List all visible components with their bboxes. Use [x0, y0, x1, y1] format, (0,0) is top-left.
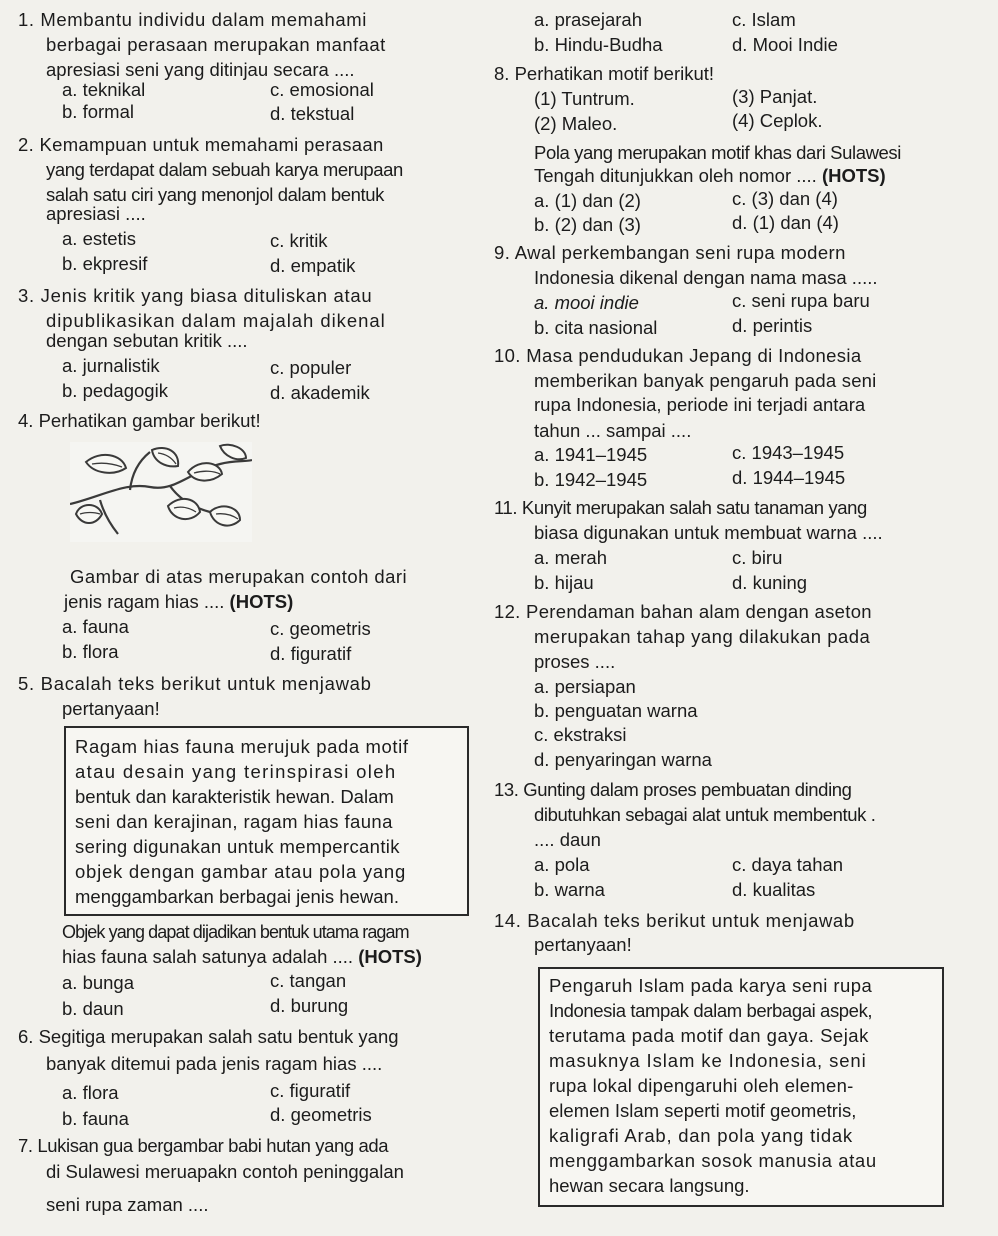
q5-question-line2: hias fauna salah satunya adalah .... (HOTS): [62, 946, 422, 967]
q10-stem-line2: memberikan banyak pengaruh pada seni: [534, 370, 877, 391]
q4-option-b[interactable]: b. flora: [62, 641, 119, 662]
q11-stem-line1: 11. Kunyit merupakan salah satu tanaman yang: [494, 497, 867, 518]
q10-option-d[interactable]: d. 1944–1945: [732, 467, 846, 488]
q8-question-line2: Tengah ditunjukkan oleh nomor .... (HOTS): [534, 165, 886, 186]
q7-stem-line3: seni rupa zaman ....: [46, 1194, 209, 1215]
q1-option-c[interactable]: c. emosional: [270, 79, 374, 100]
q4-option-c[interactable]: c. geometris: [270, 618, 371, 639]
q10-option-c[interactable]: c. 1943–1945: [732, 442, 845, 463]
q8-option-d[interactable]: d. (1) dan (4): [732, 212, 839, 233]
q12-option-b[interactable]: b. penguatan warna: [534, 700, 698, 721]
q10-option-b[interactable]: b. 1942–1945: [534, 469, 648, 490]
q14-box-line1: Pengaruh Islam pada karya seni rupa: [549, 975, 873, 996]
q6-stem-line1: 6. Segitiga merupakan salah satu bentuk yang: [18, 1026, 399, 1047]
q6-option-b[interactable]: b. fauna: [62, 1108, 129, 1129]
q2-stem-line1: 2. Kemampuan untuk memahami perasaan: [18, 134, 384, 155]
q5-stem-line2: pertanyaan!: [62, 698, 160, 719]
q14-box-line9: hewan secara langsung.: [549, 1175, 750, 1196]
q14-box-line4: masuknya Islam ke Indonesia, seni: [549, 1050, 867, 1071]
q5-option-d[interactable]: d. burung: [270, 995, 349, 1016]
q14-box-line2: Indonesia tampak dalam berbagai aspek,: [549, 1000, 873, 1021]
q3-option-b[interactable]: b. pedagogik: [62, 380, 168, 401]
q14-box-line7: kaligrafi Arab, dan pola yang tidak: [549, 1125, 853, 1146]
q14-box-line5: rupa lokal dipengaruhi oleh elemen-: [549, 1075, 854, 1096]
q12-stem-line3: proses ....: [534, 651, 616, 672]
q5-box-line7: menggambarkan berbagai jenis hewan.: [75, 886, 399, 907]
q12-stem-line2: merupakan tahap yang dilakukan pada: [534, 626, 871, 647]
q3-stem-line2: dipublikasikan dalam majalah dikenal: [46, 310, 386, 331]
q10-option-a[interactable]: a. 1941–1945: [534, 444, 648, 465]
q5-option-c[interactable]: c. tangan: [270, 970, 347, 991]
q11-stem-line2: biasa digunakan untuk membuat warna ....: [534, 522, 883, 543]
q8-option-a[interactable]: a. (1) dan (2): [534, 190, 641, 211]
q9-option-b[interactable]: b. cita nasional: [534, 317, 658, 338]
q11-option-b[interactable]: b. hijau: [534, 572, 594, 593]
q4-option-d[interactable]: d. figuratif: [270, 643, 352, 664]
q9-option-d[interactable]: d. perintis: [732, 315, 813, 336]
q4-stem-line2: Gambar di atas merupakan contoh dari: [70, 566, 408, 587]
q9-stem-line1: 9. Awal perkembangan seni rupa modern: [494, 242, 846, 263]
q7-option-b[interactable]: b. Hindu-Budha: [534, 34, 663, 55]
q1-stem-line2: berbagai perasaan merupakan manfaat: [46, 34, 386, 55]
q12-option-c[interactable]: c. ekstraksi: [534, 724, 627, 745]
q14-stem-line1: 14. Bacalah teks berikut untuk menjawab: [494, 910, 855, 931]
q3-option-c[interactable]: c. populer: [270, 357, 352, 378]
q10-stem-line4: tahun ... sampai ....: [534, 420, 692, 441]
q4-stem-line1: 4. Perhatikan gambar berikut!: [18, 410, 261, 431]
q3-option-d[interactable]: d. akademik: [270, 382, 370, 403]
q6-stem-line2: banyak ditemui pada jenis ragam hias ....: [46, 1053, 383, 1074]
q2-stem-line3: salah satu ciri yang menonjol dalam bentuk: [46, 184, 384, 205]
q13-option-a[interactable]: a. pola: [534, 854, 590, 875]
q5-reading-box: [64, 726, 469, 916]
q1-option-b[interactable]: b. formal: [62, 101, 134, 122]
q7-option-a[interactable]: a. prasejarah: [534, 9, 642, 30]
q5-box-line6: objek dengan gambar atau pola yang: [75, 861, 406, 882]
q12-option-d[interactable]: d. penyaringan warna: [534, 749, 712, 770]
q8-question-line1: Pola yang merupakan motif khas dari Sulawesi: [534, 142, 901, 163]
q7-option-c[interactable]: c. Islam: [732, 9, 796, 30]
q5-stem-line1: 5. Bacalah teks berikut untuk menjawab: [18, 673, 372, 694]
q13-stem-line1: 13. Gunting dalam proses pembuatan dinding: [494, 779, 852, 800]
q6-option-d[interactable]: d. geometris: [270, 1104, 372, 1125]
q13-stem-line3: .... daun: [534, 829, 601, 850]
q12-stem-line1: 12. Perendaman bahan alam dengan aseton: [494, 601, 872, 622]
q5-box-line1: Ragam hias fauna merujuk pada motif: [75, 736, 409, 757]
q8-stem-line1: 8. Perhatikan motif berikut!: [494, 63, 715, 84]
q8-motif-2: (2) Maleo.: [534, 113, 618, 134]
q13-option-b[interactable]: b. warna: [534, 879, 605, 900]
floral-ornament-image: [70, 442, 252, 542]
q8-option-b[interactable]: b. (2) dan (3): [534, 214, 641, 235]
q8-motif-4: (4) Ceplok.: [732, 110, 823, 131]
q11-option-a[interactable]: a. merah: [534, 547, 608, 568]
q6-option-c[interactable]: c. figuratif: [270, 1080, 351, 1101]
q1-stem-line1: 1. Membantu individu dalam memahami: [18, 9, 368, 30]
q10-stem-line1: 10. Masa pendudukan Jepang di Indonesia: [494, 345, 862, 366]
q5-option-b[interactable]: b. daun: [62, 998, 124, 1019]
q14-box-line8: menggambarkan sosok manusia atau: [549, 1150, 877, 1171]
q1-stem-line3: apresiasi seni yang ditinjau secara ....: [46, 59, 355, 80]
q3-stem-line3: dengan sebutan kritik ....: [46, 330, 248, 351]
q14-box-line6: elemen Islam seperti motif geometris,: [549, 1100, 857, 1121]
q12-option-a[interactable]: a. persiapan: [534, 676, 636, 697]
q5-option-a[interactable]: a. bunga: [62, 972, 135, 993]
q3-option-a[interactable]: a. jurnalistik: [62, 355, 160, 376]
floral-vine-icon: [70, 442, 252, 542]
q4-option-a[interactable]: a. fauna: [62, 616, 129, 637]
q6-option-a[interactable]: a. flora: [62, 1082, 119, 1103]
q13-option-c[interactable]: c. daya tahan: [732, 854, 844, 875]
q10-stem-line3: rupa Indonesia, periode ini terjadi antara: [534, 394, 866, 415]
q2-option-a[interactable]: a. estetis: [62, 228, 137, 249]
q11-option-d[interactable]: d. kuning: [732, 572, 808, 593]
q5-box-line2: atau desain yang terinspirasi oleh: [75, 761, 397, 782]
q8-motif-1: (1) Tuntrum.: [534, 88, 635, 109]
q13-stem-line2: dibutuhkan sebagai alat untuk membentuk .: [534, 804, 876, 825]
q3-stem-line1: 3. Jenis kritik yang biasa dituliskan atau: [18, 285, 373, 306]
q7-stem-line1: 7. Lukisan gua bergambar babi hutan yang ada: [18, 1135, 389, 1156]
q9-stem-line2: Indonesia dikenal dengan nama masa .....: [534, 267, 878, 288]
q1-option-d[interactable]: d. tekstual: [270, 103, 355, 124]
q2-option-d[interactable]: d. empatik: [270, 255, 356, 276]
q5-box-line4: seni dan kerajinan, ragam hias fauna: [75, 811, 393, 832]
q8-option-c[interactable]: c. (3) dan (4): [732, 188, 838, 209]
q2-option-c[interactable]: c. kritik: [270, 230, 328, 251]
q14-box-line3: terutama pada motif dan gaya. Sejak: [549, 1025, 869, 1046]
q2-stem-line2: yang terdapat dalam sebuah karya merupaan: [46, 159, 403, 180]
q8-motif-3: (3) Panjat.: [732, 86, 818, 107]
q2-stem-line4: apresiasi ....: [46, 203, 146, 224]
q5-question-line1: Objek yang dapat dijadikan bentuk utama ragam: [62, 922, 409, 942]
q7-option-d[interactable]: d. Mooi Indie: [732, 34, 838, 55]
q11-option-c[interactable]: c. biru: [732, 547, 783, 568]
q5-box-line5: sering digunakan untuk mempercantik: [75, 836, 400, 857]
q1-option-a[interactable]: a. teknikal: [62, 79, 146, 100]
q9-option-a[interactable]: a. mooi indie: [534, 292, 639, 313]
q14-stem-line2: pertanyaan!: [534, 934, 632, 955]
q5-box-line3: bentuk dan karakteristik hewan. Dalam: [75, 786, 394, 807]
q9-option-c[interactable]: c. seni rupa baru: [732, 290, 870, 311]
q14-reading-box: [538, 967, 944, 1207]
q4-stem-line3: jenis ragam hias .... (HOTS): [64, 591, 294, 612]
q7-stem-line2: di Sulawesi meruapakn contoh peninggalan: [46, 1161, 404, 1182]
q13-option-d[interactable]: d. kualitas: [732, 879, 816, 900]
q2-option-b[interactable]: b. ekpresif: [62, 253, 148, 274]
